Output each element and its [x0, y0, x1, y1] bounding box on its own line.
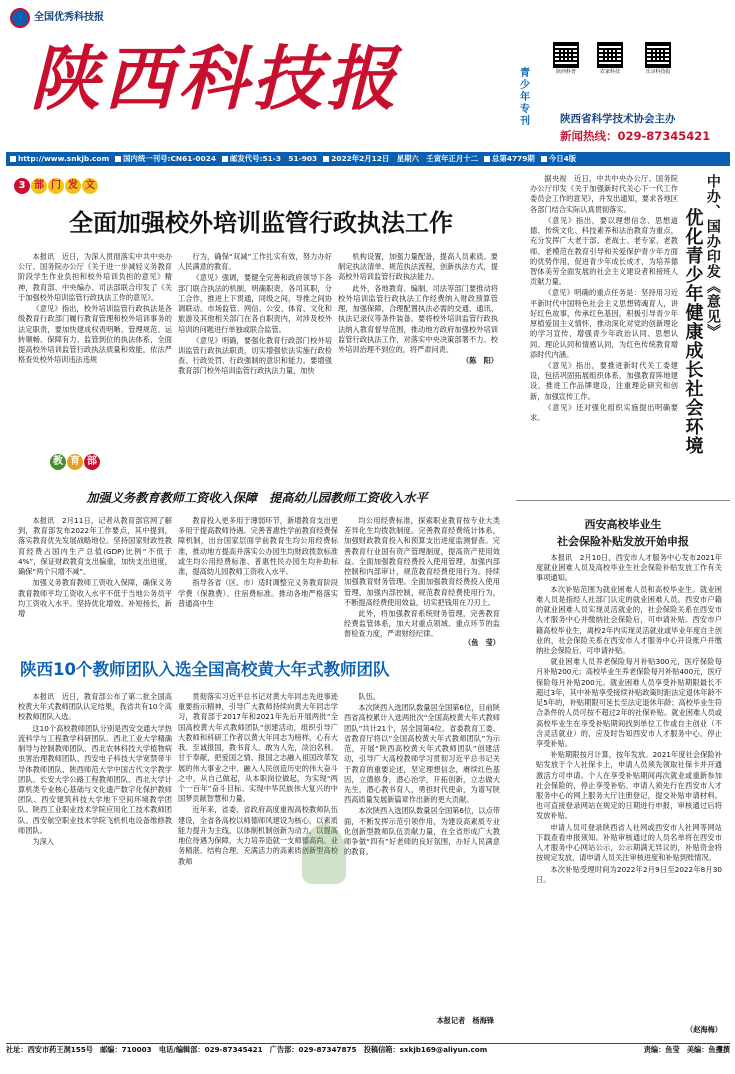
paragraph: 加强义务教育教师工资收入保障，确保义务教育教师平均工资收入水平不低于当地公务员平均工资收入水平。坚持优化增效、补短扬长，新增 [18, 578, 172, 618]
square-icon [541, 156, 547, 162]
article-1-col-1 [18, 252, 172, 366]
masthead [0, 0, 735, 150]
tag-char: 部 [84, 454, 100, 470]
article-3-illustration [302, 824, 346, 884]
sidebar-1-title-b: 优化青少年健康成长社会环境 [682, 208, 704, 455]
sidebar-2-body [536, 553, 722, 1023]
sidebar-2 [516, 500, 730, 1040]
paragraph: 近年来，省委、省政府高度重视高校教师队伍建设，全省各高校以师德师风建设为核心，以素质能力提升为主线，以体制机制创新为动力，以提高地位待遇为保障，大力培养造就一支师德高尚、业务精湛、结构合理、充满活力的高素质创新型高校教师 [178, 805, 338, 866]
masthead-host: 陕西省科学技术协会主办 [560, 113, 676, 125]
qr-code-icon [597, 42, 623, 68]
article-1-signature: （陈 阳） [462, 356, 498, 366]
sidebar-1-body [530, 174, 678, 494]
footer-editors: 责编：鱼莹 美编：鱼攫撰 [643, 1045, 730, 1055]
sidebar-1-title-a: 中办、国办印发《意见》 [704, 174, 721, 339]
paragraph: 贯彻落实习近平总书记对黄大年同志先进事迹重要指示精神，引导广大教师持续向黄大年同志学习，教育部于2017年和2021年先后开展两批“全国高校黄大年式教师团队”创建活动，组织引导广大教师和科研工作者以黄大年同志为榜样，心有大我、至诚报国，教书育人、敢为人先，淡泊名利、甘于奉献，把爱国之情、报国之志融入祖国改革发展的伟大事业之中、融入人民创造历史的伟大奋斗之中，从自己做起，从本职岗位做起，为实现“两个一百年”奋斗目标、实现中华民族伟大复兴的中国梦贡献智慧和力量。 [178, 692, 338, 804]
paragraph: 本报讯 近日，教育部公布了第二批全国高校黄大年式教师团队认定结果，我省共有10个高校教师团队入选。 [18, 692, 172, 722]
section-tag-moe [50, 454, 100, 470]
masthead-tagline: 全国优秀科技报 [34, 12, 104, 23]
qr-label-1: 陕西科普 [555, 69, 576, 75]
paragraph: 《意见》指出，要以理想信念、思想道德、传统文化、科技素养和法治教育为重点，充分发挥广大老干部、老战士、老专家、老教师、老模范在教育引导和关爱保护青少年方面的优势作用，促进青少年成长成才，为培养德智体美劳全面发展的社会主义建设者和接班人贡献力量。 [530, 215, 678, 287]
tag-char: 发 [65, 178, 81, 194]
article-2-title: 加强义务教育教师工资收入保障 提高幼儿园教师工资收入水平 [86, 491, 428, 505]
info-date: 2022年2月12日 星期六 壬寅年正月十二 [323, 154, 478, 165]
square-icon [115, 156, 121, 162]
paragraph: 申请人员可登录陕西省人社网或西安市人社网等网站下载查看申报须知。补贴审核通过的人员名单将在西安市人才服务中心网站公示，公示期满无异议的，补贴资金将按规定发放，请申请人员关注审核进度和补贴到账情况。 [536, 822, 722, 863]
sidebar-2-title-1: 西安高校毕业生 [584, 518, 662, 531]
square-icon [323, 156, 329, 162]
info-postal: 邮发代号:51-3 51-903 [222, 154, 317, 165]
article-2-col-2 [178, 516, 338, 610]
article-2-col-1 [18, 516, 172, 620]
paragraph: 指导各省（区、市）适时调整完义务教育阶段学费（保教费）、住宿费标准。推动各地严格落实普通高中生 [178, 578, 338, 608]
tag-char: 教 [50, 454, 66, 470]
qr-code-icon [553, 42, 579, 68]
info-issue: 总第4779期 [484, 154, 535, 165]
paragraph: 补贴期限按月计算，按年发放。2021年度社会保险补贴发放于个人社保卡上，申请人员须先领取社保卡并开通激活方可申请。个人在享受补贴期间再次就业或重新参加社会保险的，停止享受补贴。申请人须先行在西安市人才服务中心的网上服务大厅注册登记，提交补贴申请材料。也可直接登录网站在规定的日期进行申报，审核通过后将发放补贴。 [536, 750, 722, 821]
square-icon [10, 156, 16, 162]
paragraph: 本次补贴范围为就业困难人员和高校毕业生。就业困难人员是指经人社部门认定的就业困难人员。西安市户籍的就业困难人员实现灵活就业的，社会保险关系在西安市人才服务中心并缴纳社会保险后，可申请补贴。西安市户籍高校毕业生，离校2年内实现灵活就业或毕业年度自主创业的，社会保险关系在西安市人才服务中心开设账户并缴纳社会保险后，可申请补贴。 [536, 584, 722, 655]
paragraph: 教育投入更多用于薄弱环节，新增教育支出更多用于提高教师待遇。完善普惠性学前教育经费保障机制，出台国家层面学前教育生均公用经费标准，推动地方提高并落实公办园生均财政拨款标准或生均公用经费标准、普惠性民办园生均补助标准，提高幼儿园教师工资收入水平。 [178, 516, 338, 577]
article-3-title: 陕西10个教师团队入选全国高校黄大年式教师团队 [20, 660, 390, 679]
paragraph: 本次陕西入选团队数量居全国第6位，以点带面，不断发挥示范引领作用，为建设高素质专业化创新型教师队伍贡献力量，在全省形成广大教师争做“四有”好老师的良好氛围，办好人民满意的教育。 [344, 806, 500, 857]
info-url[interactable]: http://www.snkjb.com [10, 154, 109, 165]
article-2 [6, 454, 511, 654]
tag-char: 文 [82, 178, 98, 194]
paragraph: 本次陕西入选团队数量居全国第6位，目前陕西省高校累计入选两批次“全国高校黄大年式教师团队”共计21个，居全国第4位。省委教育工委、省教育厅将以“全国高校黄大年式教师团队”为示范，开展“陕西高校黄大年式教师团队”创建活动，引导广大高校教师学习贯彻习近平总书记关于教育的重要论述，坚定理想信念，赓续红色基因，立德修身，潜心治学，开拓创新，立志做大先生，潜心教书育人，勇担时代使命，为谱写陕西高质量发展新篇章作出新的更大贡献。 [344, 703, 500, 805]
tag-char: 3 [14, 178, 30, 194]
qr-label-2: 农家科技 [599, 69, 620, 75]
paragraph: 《意见》指出，要推进新时代关工委建设，包括巩固拓展组织体系，加强教育阵地建设，推进工作品牌建设，注重理论研究和创新，加强宣传工作。 [530, 360, 678, 401]
article-1 [6, 172, 511, 398]
qr-1 [553, 42, 579, 76]
paragraph: 《意见》指出，校外培训监管行政执法是各级教育行政部门履行教育管理和校外培训事务的法定职责，要加快建成权责明晰、管理规范、运转顺畅、保障有力、监管到位的执法体系，全面提高校外培训监管行政执法质量和效能，依法严格查处校外培训违法违规 [18, 304, 172, 365]
square-icon [484, 156, 490, 162]
paragraph: 据央视 近日，中共中央办公厅、国务院办公厅印发《关于加强新时代关心下一代工作委员会工作的意见》，并发出通知，要求各地区各部门结合实际认真贯彻落实。 [530, 174, 678, 214]
paragraph: 此外，将加强教育系统财务管理，完善教育经费监管体系，加大对重点领域、重点环节的监督检查力度，严肃财经纪律。 [344, 608, 500, 638]
paragraph: 本次补贴受理时间为2022年2月9日至2022年8月30日。 [536, 864, 722, 884]
paragraph: 本报讯 2月11日，记者从教育部官网了解到，教育部发布2022年工作要点，其中提到，落实教育优先发展战略地位。坚持国家财政性教育经费占国内生产总值(GDP)比例“不低于4%”，保证财政教育支出偏重，加快支出进度，确保“两个只增不减”。 [18, 516, 172, 577]
paragraph: 机构设置，加强力量配备，提高人员素质。要制定执法清单、规范执法流程，创新执法方式，提高校外培训监管行政执法能力。 [338, 252, 498, 282]
masthead-emblem-icon [10, 8, 30, 28]
qr-code-icon [645, 42, 671, 68]
paragraph: 《意见》明确的重点任务是：坚持用习近平新时代中国特色社会主义思想铸魂育人，讲好红色故事，传承红色基因，积极引导青少年厚植爱国主义情怀，推动深化对党的创新理论的学习宣传，增强青少年政治认同、思想认同、理论认同和情感认同，为红色传统教育增添时代内涵。 [530, 288, 678, 359]
sidebar-2-signature: （赵海梅） [686, 1025, 722, 1034]
article-1-col-2 [178, 252, 332, 378]
paragraph: 《意见》还对强化组织实施提出明确要求。 [530, 402, 678, 423]
paragraph: 为深入 [32, 837, 54, 847]
sidebar-1 [516, 172, 730, 498]
article-3 [6, 654, 511, 1039]
paragraph: 本报讯 2月10日，西安市人才服务中心发布2021年度就业困难人员及高校毕业生社会保险补贴发放工作有关事项通知。 [536, 553, 722, 583]
article-1-col-3 [338, 252, 498, 366]
paragraph: 此外，各地教育、编制、司法等部门要推动将校外培训监管行政执法工作经费纳入财政预算管理，加强保障，合理配置执法必需的交通、通讯、执法记录仪等条件装备。要将校外培训监管行政执法纳入教育督导范围，推动地方政府加强校外培训监管行政执法工作，对落实中央决策部署不力、校外培训治理不到位的，将严肃问责。 [338, 283, 498, 354]
paragraph: 《意见》强调，要健全完善和政府领导下各部门联合执法的机制，明确职责，各司其职，分工合作，推进上下贯通，同级之间，导推之间协调联动。市场监管、网信、公安、体育、文化和旅游及其他相关部门在各自职责内，对涉及校外培训的问题进行单独或联合监管。 [178, 273, 332, 334]
paragraph: 就业困难人员养老保险每月补贴300元，医疗保险每月补贴200元；高校毕业生养老保险每月补贴400元，医疗保险每月补贴200元。就业困难人员享受补贴期限最长不超过3年，其中补贴享受接续补贴政策时距法定退休年龄不足5年的，补贴期限可延长至法定退休年龄；高校毕业生符合条件的人员可按不超过2年的社保补贴。就业困难人员或高校毕业生在享受补贴期间找到单位工作或自主创业（不含灵活就业）的，应及时告知西安市人才服务中心，停止享受补贴。 [536, 657, 722, 748]
masthead-hotline: 新闻热线：029-87345421 [560, 129, 711, 143]
paragraph: 行为，确保“双减”工作扎实有效，努力办好人民满意的教育。 [178, 252, 332, 272]
info-issn: 国内统一刊号:CN61-0024 [115, 154, 216, 165]
article-2-col-3 [344, 516, 500, 638]
tag-char: 育 [67, 454, 83, 470]
masthead-edition: 青少年专刊 [520, 68, 530, 127]
qr-label-3: 乐享科技报 [645, 69, 671, 75]
footer-contact: 社址：西安市药王洞155号 邮编：710003 电话/编辑部：029-87345421 广告部：029-87347875 投稿信箱：sxkjb169@aliyun.com [6, 1045, 488, 1055]
qr-2 [597, 42, 623, 76]
sidebar-2-title-2: 社会保险补贴发放开始申报 [557, 535, 689, 548]
paragraph: 这10个高校教师团队分别是西安交通大学热流科学与工程教学科研团队、西北工业大学精确制导与控制教师团队、西北农林科技大学植物病虫害治理教师团队、西安电子科技大学宽禁带半导体教师团队、陕西师范大学中国古代文学教学团队、长安大学公路工程教师团队、西北大学计算机类专业核心基础与文化遗产数字化保护教师团队、西安建筑科技大学地下空间环境教学团队、陕西工业职业技术学院应用化工技术教师团队、西安航空职业技术学院飞机机电设备维修教师团队。 [18, 723, 172, 835]
footer [6, 1043, 730, 1057]
info-bar [6, 152, 730, 166]
article-1-title: 全面加强校外培训监管行政执法工作 [69, 208, 453, 237]
article-3-signature: 本报记者 杨海锋 [436, 1016, 494, 1025]
masthead-title: 陕西科技报 [30, 37, 400, 120]
paragraph: 队伍。 [358, 692, 380, 701]
paragraph: 均公用经费标准，探索职业教育按专业大类差异化生均拨款制度。完善教育经费统计体系，加强财政教育投入和预算支出进度监测督查。完善教育行业国有资产管理制度，提高资产使用效益。全面加强教育经费投入使用管理，加强内部控制和内部审计，规范教育经费使用行为。持续加强教育财务管理。全面加强教育经费投入使用管理，加强内部控制，规范教育经费使用行为，不断提高经费使用效益，切实把钱用在刀刃上。 [344, 516, 500, 607]
tag-char: 部 [31, 178, 47, 194]
article-2-signature: （鱼 莹） [464, 638, 500, 647]
qr-3 [645, 42, 671, 76]
tag-char: 门 [48, 178, 64, 194]
square-icon [222, 156, 228, 162]
article-3-col-3 [344, 692, 500, 1014]
paragraph: 《意见》明确，要强化教育行政部门校外培训监管行政执法职责，切实增强依法实施行政检查、行政处罚、行政强制的意识和能力。要增强教育部门校外培训监管行政执法力量，加快 [178, 335, 332, 376]
info-pages: 今日4版 [541, 154, 576, 165]
section-tag-departments [14, 178, 98, 194]
paragraph: 本报讯 近日，为深入贯彻落实中共中央办公厅、国务院办公厅《关于进一步减轻义务教育阶段学生作业负担和校外培训负担的意见》精神，教育部、中央编办、司法部联合印发了《关于加强校外培训监管行政执法工作的意见》。 [18, 252, 172, 302]
article-3-col-1 [18, 692, 172, 1032]
